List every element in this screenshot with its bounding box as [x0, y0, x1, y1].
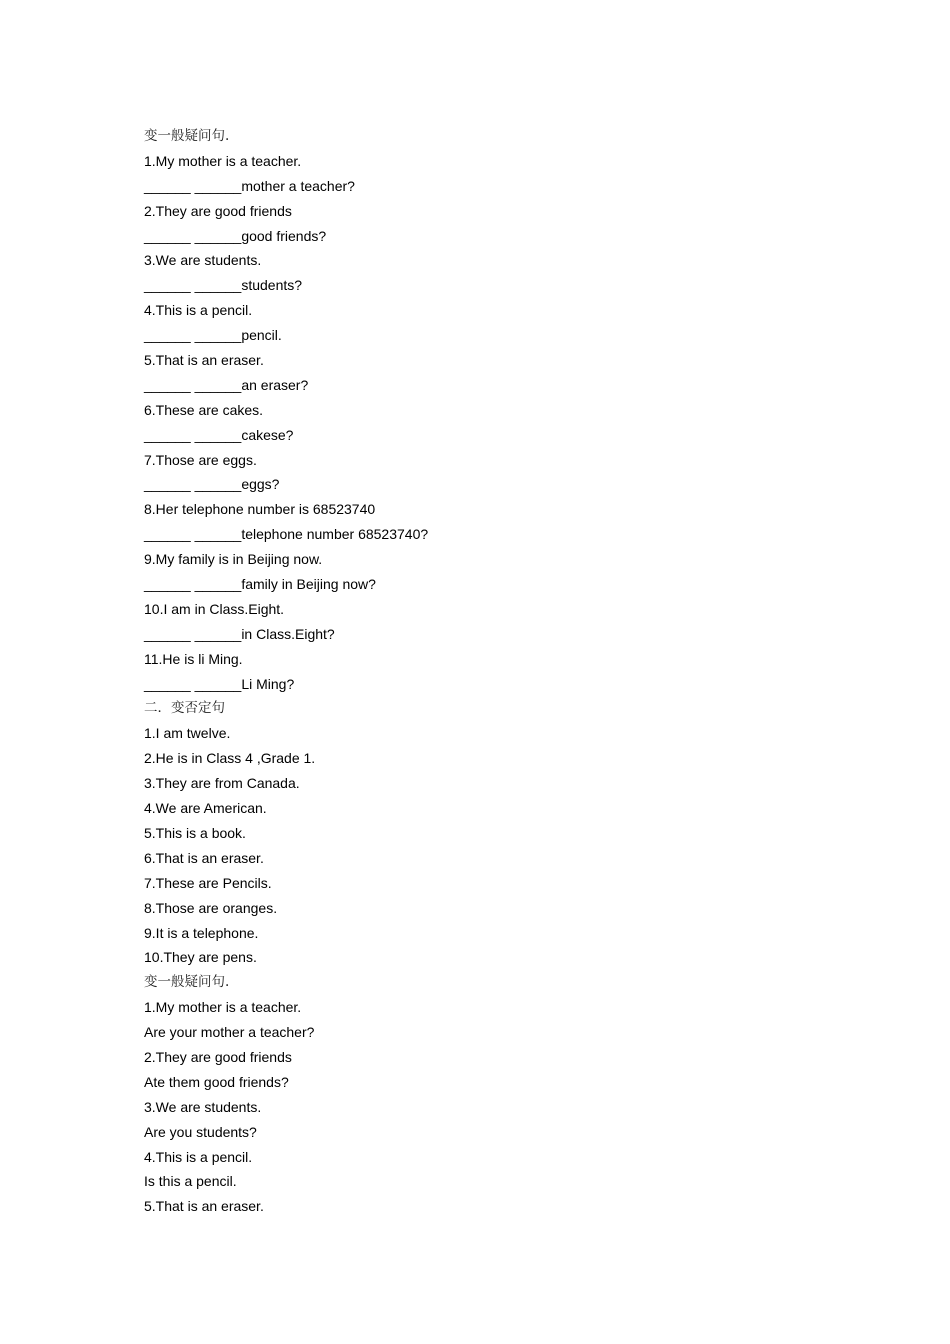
answer-blank: ______ ______pencil. [144, 327, 282, 344]
answer-blank: ______ ______Li Ming? [144, 675, 295, 692]
answer-blank: ______ ______family in Beijing now? [144, 576, 376, 593]
section-heading: 二．变否定句 [144, 700, 225, 717]
answer-blank: ______ ______eggs? [144, 476, 280, 493]
answer-blank: ______ ______telephone number 68523740? [144, 526, 429, 543]
answer-blank: ______ ______in Class.Eight? [144, 625, 335, 642]
negation-sentence: 10.They are pens. [144, 949, 257, 966]
question-sentence: 1.My mother is a teacher. [144, 999, 302, 1016]
section-heading: 变一般疑问句. [144, 974, 230, 991]
negation-sentence: 8.Those are oranges. [144, 899, 278, 916]
answer-blank: ______ ______an eraser? [144, 376, 309, 393]
question-sentence: 9.My family is in Beijing now. [144, 551, 323, 568]
answer-sentence: Are you students? [144, 1123, 257, 1140]
question-sentence: 4.This is a pencil. [144, 1148, 253, 1165]
answer-blank: ______ ______good friends? [144, 227, 327, 244]
answer-sentence: Are your mother a teacher? [144, 1024, 315, 1041]
question-sentence: 2.They are good friends [144, 202, 292, 219]
question-sentence: 5.That is an eraser. [144, 1198, 264, 1215]
question-sentence: 2.They are good friends [144, 1048, 292, 1065]
negation-sentence: 4.We are American. [144, 800, 267, 817]
answer-sentence: Ate them good friends? [144, 1073, 289, 1090]
question-sentence: 8.Her telephone number is 68523740 [144, 501, 376, 518]
negation-sentence: 9.It is a telephone. [144, 924, 259, 941]
question-sentence: 6.These are cakes. [144, 401, 264, 418]
question-sentence: 3.We are students. [144, 252, 262, 269]
answer-blank: ______ ______mother a teacher? [144, 177, 355, 194]
answer-blank: ______ ______students? [144, 277, 303, 294]
question-sentence: 4.This is a pencil. [144, 302, 253, 319]
negation-sentence: 5.This is a book. [144, 824, 246, 841]
answer-blank: ______ ______cakese? [144, 426, 294, 443]
answer-sentence: Is this a pencil. [144, 1173, 237, 1190]
document-page [144, 124, 844, 1219]
negation-sentence: 2.He is in Class 4 ,Grade 1. [144, 750, 316, 767]
question-sentence: 1.My mother is a teacher. [144, 152, 302, 169]
question-sentence: 11.He is li Ming. [144, 650, 243, 667]
question-sentence: 7.Those are eggs. [144, 451, 257, 468]
negation-sentence: 7.These are Pencils. [144, 874, 272, 891]
section-heading: 变一般疑问句. [144, 128, 230, 144]
negation-sentence: 3.They are from Canada. [144, 775, 300, 792]
question-sentence: 3.We are students. [144, 1098, 262, 1115]
negation-sentence: 1.I am twelve. [144, 725, 231, 742]
question-sentence: 10.I am in Class.Eight. [144, 600, 285, 617]
question-sentence: 5.That is an eraser. [144, 352, 264, 369]
negation-sentence: 6.That is an eraser. [144, 849, 264, 866]
